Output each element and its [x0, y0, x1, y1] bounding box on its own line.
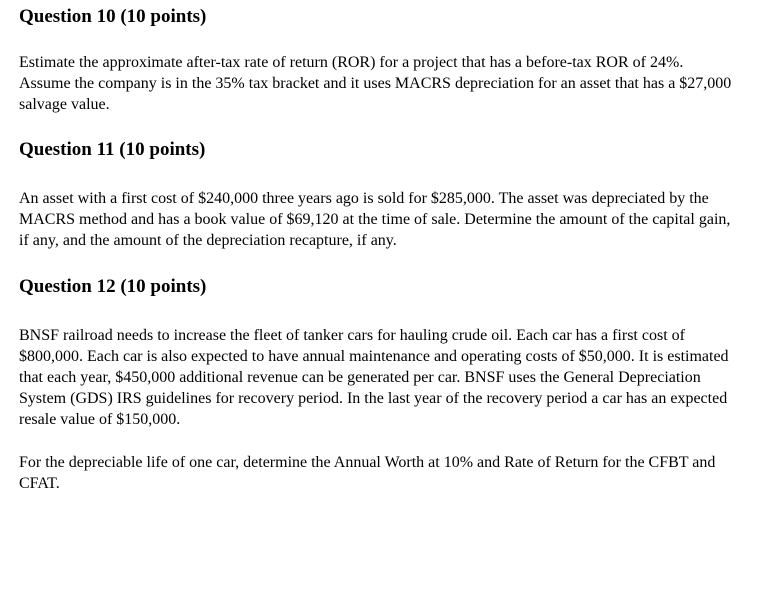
question-10-text: Estimate the approximate after-tax rate of return (ROR) for a project that has a before-tax ROR of 24%. Assume the company is in the 35% tax bracket and it uses MACRS depreciation for an asset that has a $27,000 salvage value.	[19, 54, 732, 113]
question-10-heading: Question 10 (10 points)	[19, 6, 207, 27]
question-12-text: BNSF railroad needs to increase the fleet of tanker cars for hauling crude oil. Each car has a first cost of $800,000. Each car is also expected to have annual maintenance and operating costs of $50,000. It is estimated that each year, $450,000 additional revenue can be generated per car. BNSF uses the General Depreciation System (GDS) IRS guidelines for recovery period. In the last year of the recovery period a car has an expected resale value of $150,000.	[19, 327, 729, 428]
document-page	[19, 6, 734, 494]
question-11	[19, 139, 734, 251]
question-10	[19, 6, 734, 115]
question-12-heading: Question 12 (10 points)	[19, 276, 207, 297]
question-12-instruction: For the depreciable life of one car, determine the Annual Worth at 10% and Rate of Return for the CFBT and CFAT.	[19, 454, 716, 492]
question-11-heading: Question 11 (10 points)	[19, 139, 206, 160]
question-11-text: An asset with a first cost of $240,000 three years ago is sold for $285,000. The asset was depreciated by the MACRS method and has a book value of $69,120 at the time of sale. Determine the amount of the capital gain, if any, and the amount of the depreciation recapture, if any.	[19, 190, 731, 249]
question-12	[19, 276, 734, 494]
